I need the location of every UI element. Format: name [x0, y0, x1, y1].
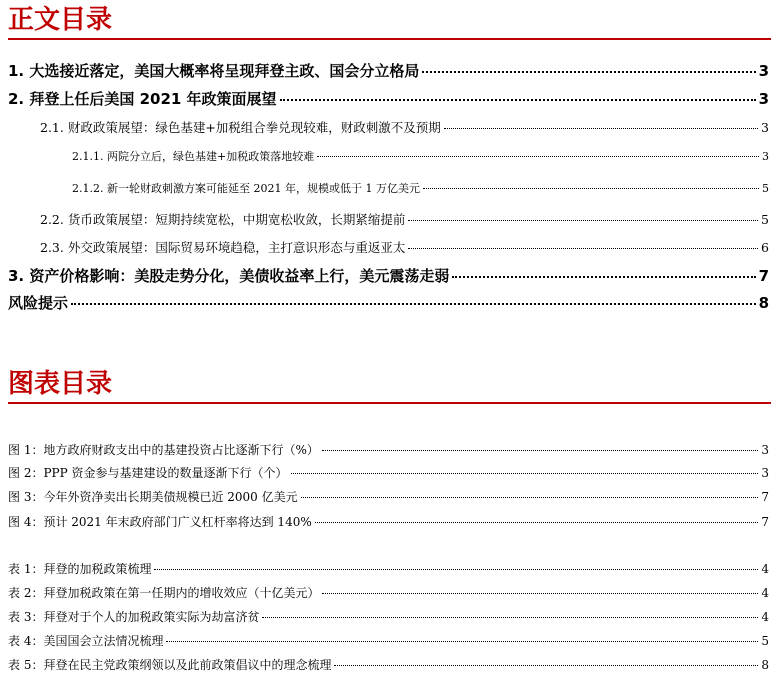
toc-entry-1[interactable] — [8, 60, 769, 81]
toc-entry-page: 5 — [762, 182, 769, 195]
toc-entry-2-3[interactable] — [40, 238, 769, 256]
dot-leader — [444, 128, 758, 129]
toc-entry-2[interactable] — [8, 88, 769, 109]
dot-leader — [262, 617, 758, 618]
dot-leader — [166, 641, 758, 642]
figures-heading-rule — [8, 402, 771, 404]
table-entry-title: 表 3：拜登对于个人的加税政策实际为劫富济贫 — [8, 610, 260, 624]
dot-leader — [71, 303, 756, 305]
table-entry-page: 4 — [761, 610, 769, 624]
toc-entry-title: 2. 拜登上任后美国 2021 年政策面展望 — [8, 90, 277, 108]
dot-leader — [315, 522, 759, 523]
toc-entry-title: 2.1.1. 两院分立后，绿色基建+加税政策落地较难 — [72, 150, 315, 163]
dot-leader — [408, 248, 758, 249]
dot-leader — [422, 71, 755, 73]
toc-entry-title: 1. 大选接近落定，美国大概率将呈现拜登主政、国会分立格局 — [8, 62, 420, 80]
toc-entry-page: 3 — [758, 90, 769, 108]
dot-leader — [280, 99, 756, 101]
toc-entry-2-2[interactable] — [40, 210, 769, 228]
toc-entry-2-1-1[interactable] — [72, 148, 769, 164]
dot-leader — [322, 593, 758, 594]
chart-entry-title: 图 3：今年外资净卖出长期美债规模已近 2000 亿美元 — [8, 490, 298, 504]
table-entry-3[interactable] — [8, 608, 769, 625]
chart-entry-page: 7 — [761, 490, 769, 504]
table-entry-1[interactable] — [8, 560, 769, 577]
chart-entry-title: 图 2：PPP 资金参与基建建设的数量逐渐下行（个） — [8, 466, 288, 480]
chart-entry-page: 3 — [761, 443, 769, 457]
toc-heading-rule — [8, 38, 771, 40]
toc-entry-title: 3. 资产价格影响：美股走势分化，美债收益率上行，美元震荡走弱 — [8, 267, 450, 285]
toc-entry-page: 3 — [758, 62, 769, 80]
dot-leader — [452, 276, 755, 278]
chart-entry-4[interactable] — [8, 513, 769, 530]
chart-entry-1[interactable] — [8, 441, 769, 458]
dot-leader — [322, 450, 759, 451]
toc-entry-risk[interactable] — [8, 292, 769, 313]
toc-entry-title: 2.1. 财政政策展望：绿色基建+加税组合拳兑现较难，财政刺激不及预期 — [40, 120, 441, 135]
toc-entry-title: 风险提示 — [8, 294, 69, 312]
dot-leader — [317, 156, 759, 157]
table-entry-title: 表 2：拜登加税政策在第一任期内的增收效应（十亿美元） — [8, 586, 320, 600]
toc-entry-page: 7 — [758, 267, 769, 285]
table-entry-page: 8 — [761, 658, 769, 672]
table-entry-page: 5 — [761, 634, 769, 648]
chart-entry-2[interactable] — [8, 464, 769, 481]
dot-leader — [408, 220, 758, 221]
toc-entry-3[interactable] — [8, 265, 769, 286]
table-entry-page: 4 — [761, 562, 769, 576]
chart-entry-page: 7 — [761, 515, 769, 529]
chart-entry-page: 3 — [761, 466, 769, 480]
chart-entry-3[interactable] — [8, 488, 769, 505]
table-entry-4[interactable] — [8, 632, 769, 649]
dot-leader — [423, 188, 759, 189]
toc-entry-title: 2.1.2. 新一轮财政刺激方案可能延至 2021 年，规模或低于 1 万亿美元 — [72, 182, 420, 195]
toc-entry-page: 6 — [761, 240, 769, 255]
toc-entry-page: 8 — [758, 294, 769, 312]
toc-entry-2-1-2[interactable] — [72, 180, 769, 196]
dot-leader — [301, 497, 759, 498]
toc-entry-title: 2.3. 外交政策展望：国际贸易环境趋稳，主打意识形态与重返亚太 — [40, 240, 406, 255]
toc-heading: 正文目录 — [8, 5, 113, 35]
table-entry-title: 表 1：拜登的加税政策梳理 — [8, 562, 152, 576]
dot-leader — [154, 569, 758, 570]
toc-entry-page: 3 — [762, 150, 769, 163]
chart-entry-title: 图 1：地方政府财政支出中的基建投资占比逐渐下行（%） — [8, 443, 319, 457]
figures-heading: 图表目录 — [8, 369, 113, 399]
toc-entry-title: 2.2. 货币政策展望：短期持续宽松，中期宽松收敛，长期紧缩提前 — [40, 212, 406, 227]
toc-entry-page: 5 — [761, 212, 769, 227]
dot-leader — [334, 665, 758, 666]
table-entry-page: 4 — [761, 586, 769, 600]
table-entry-title: 表 4：美国国会立法情况梳理 — [8, 634, 164, 648]
toc-entry-page: 3 — [761, 120, 769, 135]
table-entry-5[interactable] — [8, 656, 769, 673]
toc-entry-2-1[interactable] — [40, 118, 769, 136]
table-entry-2[interactable] — [8, 584, 769, 601]
chart-entry-title: 图 4：预计 2021 年末政府部门广义杠杆率将达到 140% — [8, 515, 312, 529]
dot-leader — [291, 473, 759, 474]
table-entry-title: 表 5：拜登在民主党政策纲领以及此前政策倡议中的理念梳理 — [8, 658, 332, 672]
